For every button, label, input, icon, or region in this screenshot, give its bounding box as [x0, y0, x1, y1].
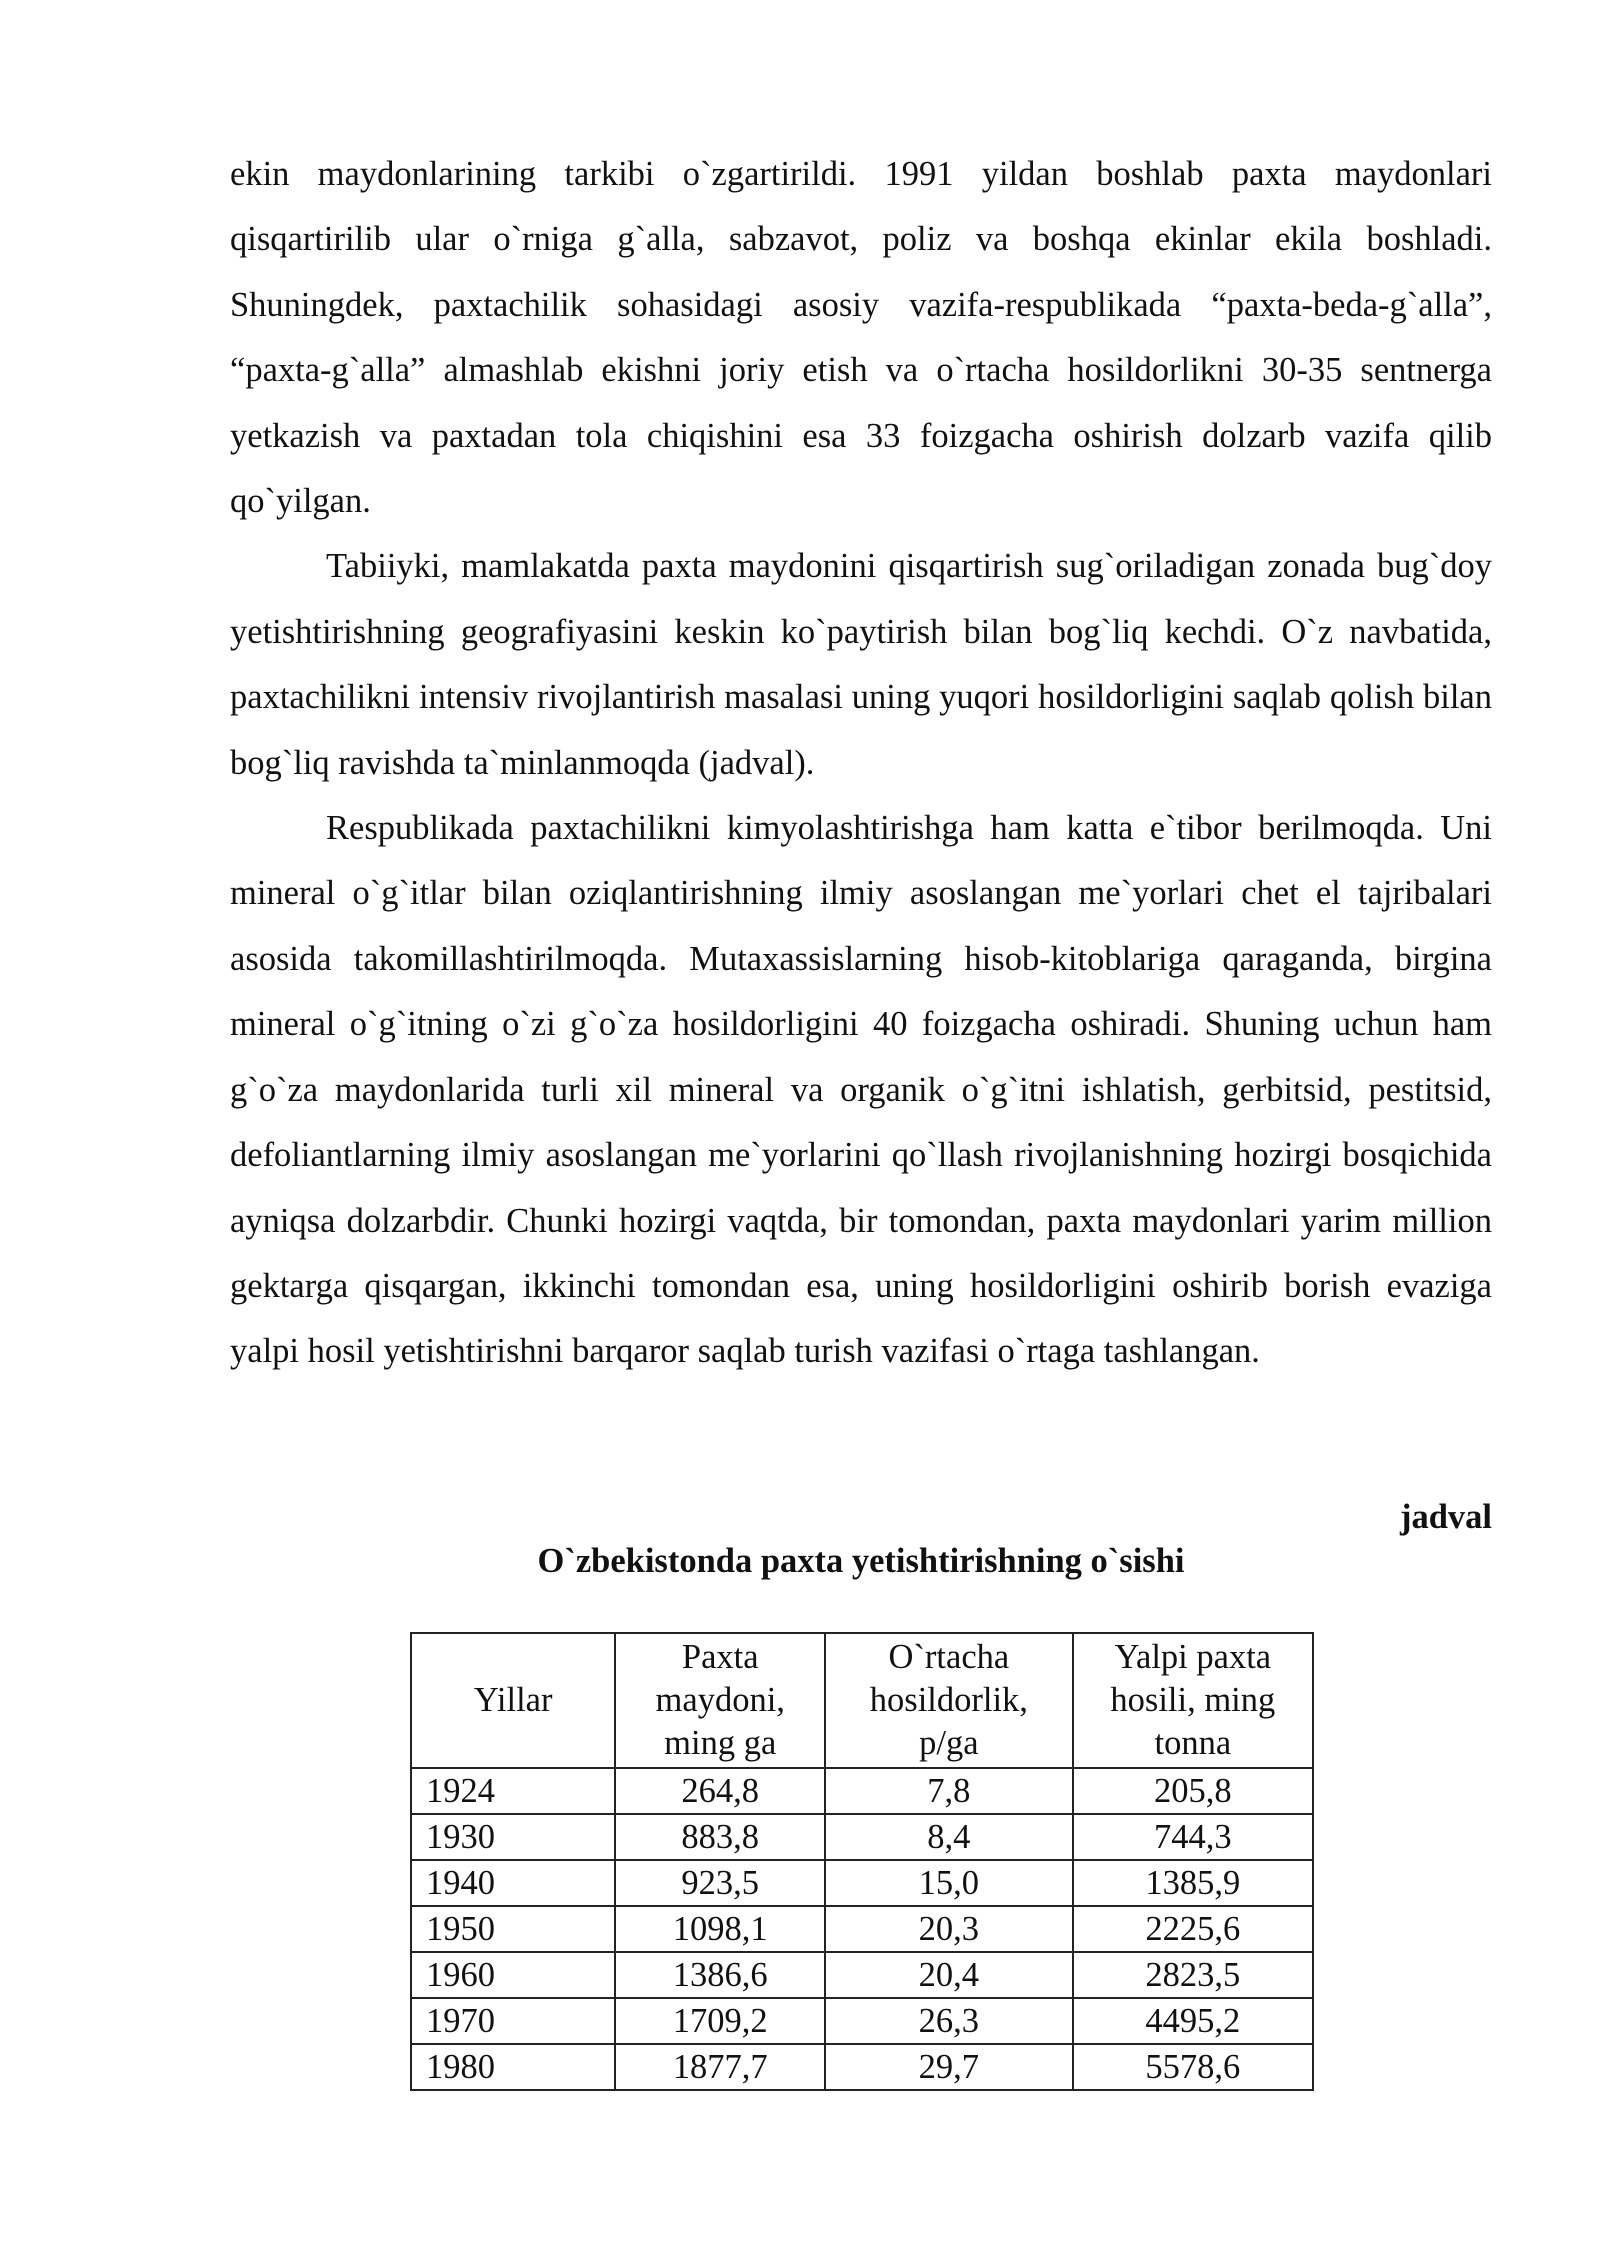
cell-area: 1709,2: [615, 1998, 825, 2044]
cell-harvest: 2823,5: [1073, 1952, 1313, 1998]
cell-area: 1098,1: [615, 1906, 825, 1952]
cell-harvest: 2225,6: [1073, 1906, 1313, 1952]
paragraph-3: Respublikada paxtachilikni kimyolashtirishga ham katta e`tibor berilmoqda. Uni mineral o`g`itlar bilan oziqlantirishning ilmiy asoslangan me`yorlari chet el tajribalari asosida takomillashtirilmoqda. Mutaxassislarning hisob-kitoblariga qaraganda, birgina mineral o`g`itning o`zi g`o`za hosildorligini 40 foizgacha oshiradi. Shuning uchun ham g`o`za maydonlarida turli xil mineral va organik o`g`itni ishlatish, gerbitsid, pestitsid, defoliantlarning ilmiy asoslangan me`yorlarini qo`llash rivojlanishning hozirgi bosqichida ayniqsa dolzarbdir. Chunki hozirgi vaqtda, bir tomondan, paxta maydonlari yarim million gektarga qisqargan, ikkinchi tomondan esa, uning hosildorligini oshirib borish evaziga yalpi hosil yetishtirishni barqaror saqlab turish vazifasi o`rtaga tashlangan.: [230, 809, 1492, 1371]
cell-yield: 8,4: [825, 1814, 1073, 1860]
cell-year: 1940: [411, 1860, 615, 1906]
table-row: [411, 1998, 1313, 2044]
paragraph-1: ekin maydonlarining tarkibi o`zgartirildi. 1991 yildan boshlab paxta maydonlari qisqartirilib ular o`rniga g`alla, sabzavot, poliz va boshqa ekinlar ekila boshladi. Shuningdek, paxtachilik sohasidagi asosiy vazifa-respublikada “paxta-beda-g`alla”, “paxta-g`alla” almashlab ekishni joriy etish va o`rtacha hosildorlikni 30-35 sentnerga yetkazish va paxtadan tola chiqishini esa 33 foizgacha oshirish dolzarb vazifa qilib qo`yilgan.: [230, 155, 1492, 521]
cell-area: 1386,6: [615, 1952, 825, 1998]
table-row: [411, 1860, 1313, 1906]
cell-year: 1970: [411, 1998, 615, 2044]
table-row: [411, 1906, 1313, 1952]
body-text: [230, 142, 1492, 1385]
cell-yield: 20,3: [825, 1906, 1073, 1952]
table-title: O`zbekistonda paxta yetishtirishning o`sishi: [537, 1542, 1185, 1580]
cell-year: 1980: [411, 2044, 615, 2090]
table-label: jadval: [1399, 1498, 1492, 1536]
cell-yield: 20,4: [825, 1952, 1073, 1998]
cell-yield: 29,7: [825, 2044, 1073, 2090]
cell-year: 1930: [411, 1814, 615, 1860]
cell-year: 1960: [411, 1952, 615, 1998]
header-years: Yillar: [411, 1633, 615, 1768]
cell-area: 883,8: [615, 1814, 825, 1860]
table-header-row: [411, 1633, 1313, 1768]
table-row: [411, 1952, 1313, 1998]
cell-year: 1950: [411, 1906, 615, 1952]
table-row: [411, 1768, 1313, 1814]
cell-year: 1924: [411, 1768, 615, 1814]
paragraph-2: Tabiiyki, mamlakatda paxta maydonini qisqartirish sug`oriladigan zonada bug`doy yetishtirishning geografiyasini keskin ko`paytirish bilan bog`liq kechdi. O`z navbatida, paxtachilikni intensiv rivojlantirish masalasi uning yuqori hosildorligini saqlab qolish bilan bog`liq ravishda ta`minlanmoqda (jadval).: [230, 547, 1492, 782]
cell-yield: 7,8: [825, 1768, 1073, 1814]
cell-yield: 15,0: [825, 1860, 1073, 1906]
cell-area: 1877,7: [615, 2044, 825, 2090]
table-row: [411, 2044, 1313, 2090]
header-yield: O`rtacha hosildorlik, p/ga: [825, 1633, 1073, 1768]
cotton-production-table: [410, 1632, 1314, 2091]
header-area: Paxta maydoni, ming ga: [615, 1633, 825, 1768]
cell-harvest: 5578,6: [1073, 2044, 1313, 2090]
cell-harvest: 744,3: [1073, 1814, 1313, 1860]
cell-harvest: 205,8: [1073, 1768, 1313, 1814]
cell-area: 264,8: [615, 1768, 825, 1814]
header-gross-harvest: Yalpi paxta hosili, ming tonna: [1073, 1633, 1313, 1768]
cell-harvest: 4495,2: [1073, 1998, 1313, 2044]
cell-yield: 26,3: [825, 1998, 1073, 2044]
cell-harvest: 1385,9: [1073, 1860, 1313, 1906]
cell-area: 923,5: [615, 1860, 825, 1906]
table-row: [411, 1814, 1313, 1860]
